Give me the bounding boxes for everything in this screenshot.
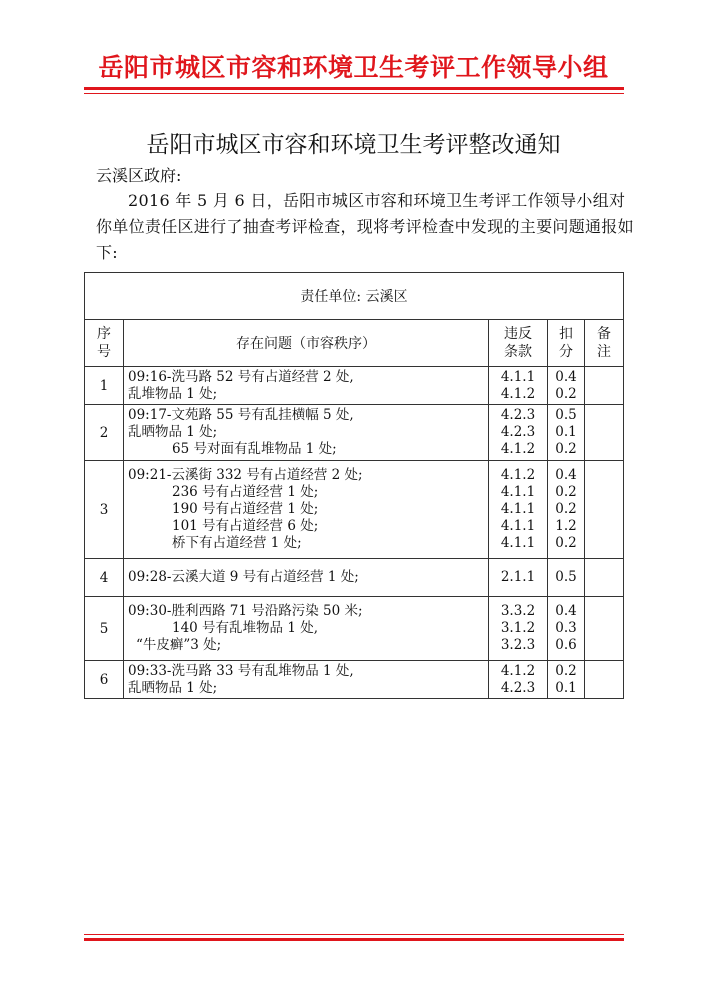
header-no: 序 号 (85, 320, 124, 367)
row-no: 5 (85, 597, 124, 661)
table-row (85, 597, 624, 661)
table-row (85, 559, 624, 597)
row-issues: 09:28-云溪大道 9 号有占道经营 1 处; (124, 559, 489, 597)
row-clauses: 4.1.2 4.1.1 4.1.1 4.1.1 4.1.1 (489, 461, 548, 559)
unit-row (85, 273, 624, 320)
org-title: 岳阳市城区市容和环境卫生考评工作领导小组 (98, 53, 609, 82)
header-note: 备 注 (585, 320, 624, 367)
header-rule-thick (84, 87, 624, 90)
row-issues: 09:21-云溪街 332 号有占道经营 2 处; 236 号有占道经营 1 处; 190 号有占道经营 1 处; 101 号有占道经营 6 处; 桥下有占道经营 1 处; (124, 461, 489, 559)
header-rule-thin (84, 93, 624, 94)
row-clauses: 4.1.2 4.2.3 (489, 661, 548, 699)
row-note (585, 461, 624, 559)
row-scores: 0.5 0.1 0.2 (548, 405, 585, 461)
responsible-unit: 责任单位: 云溪区 (85, 273, 624, 320)
notice-title: 岳阳市城区市容和环境卫生考评整改通知 (146, 132, 561, 158)
header-clause: 违反 条款 (489, 320, 548, 367)
footer-rule-thick (84, 938, 624, 941)
row-scores: 0.4 0.3 0.6 (548, 597, 585, 661)
row-scores: 0.5 (548, 559, 585, 597)
row-no: 2 (85, 405, 124, 461)
row-no: 3 (85, 461, 124, 559)
row-scores: 0.4 0.2 0.2 1.2 0.2 (548, 461, 585, 559)
issues-table (84, 272, 624, 699)
table-row (85, 405, 624, 461)
table-row (85, 661, 624, 699)
row-note (585, 559, 624, 597)
row-scores: 0.4 0.2 (548, 367, 585, 405)
table-row (85, 367, 624, 405)
row-scores: 0.2 0.1 (548, 661, 585, 699)
row-no: 4 (85, 559, 124, 597)
row-no: 1 (85, 367, 124, 405)
header-issue: 存在问题（市容秩序） (124, 320, 489, 367)
row-clauses: 4.1.1 4.1.2 (489, 367, 548, 405)
row-clauses: 3.3.2 3.1.2 3.2.3 (489, 597, 548, 661)
row-issues: 09:33-洗马路 33 号有乱堆物品 1 处, 乱晒物品 1 处; (124, 661, 489, 699)
addressee: 云溪区政府: (96, 166, 182, 185)
row-issues: 09:16-洗马路 52 号有占道经营 2 处, 乱堆物品 1 处; (124, 367, 489, 405)
row-note (585, 661, 624, 699)
row-no: 6 (85, 661, 124, 699)
row-note (585, 597, 624, 661)
row-clauses: 4.2.3 4.2.3 4.1.2 (489, 405, 548, 461)
header-score: 扣 分 (548, 320, 585, 367)
row-issues: 09:17-文苑路 55 号有乱挂横幅 5 处, 乱晒物品 1 处; 65 号对面有乱堆物品 1 处; (124, 405, 489, 461)
table-row (85, 461, 624, 559)
row-clauses: 2.1.1 (489, 559, 548, 597)
row-note (585, 367, 624, 405)
notice-body: 2016 年 5 月 6 日，岳阳市城区市容和环境卫生考评工作领导小组对你单位责任区进行了抽查考评检查，现将考评检查中发现的主要问题通报如下: (96, 191, 634, 262)
footer-rule-thin (84, 934, 624, 935)
header-row (85, 320, 624, 367)
row-note (585, 405, 624, 461)
row-issues: 09:30-胜利西路 71 号沿路污染 50 米; 140 号有乱堆物品 1 处, “牛皮癣”3 处; (124, 597, 489, 661)
